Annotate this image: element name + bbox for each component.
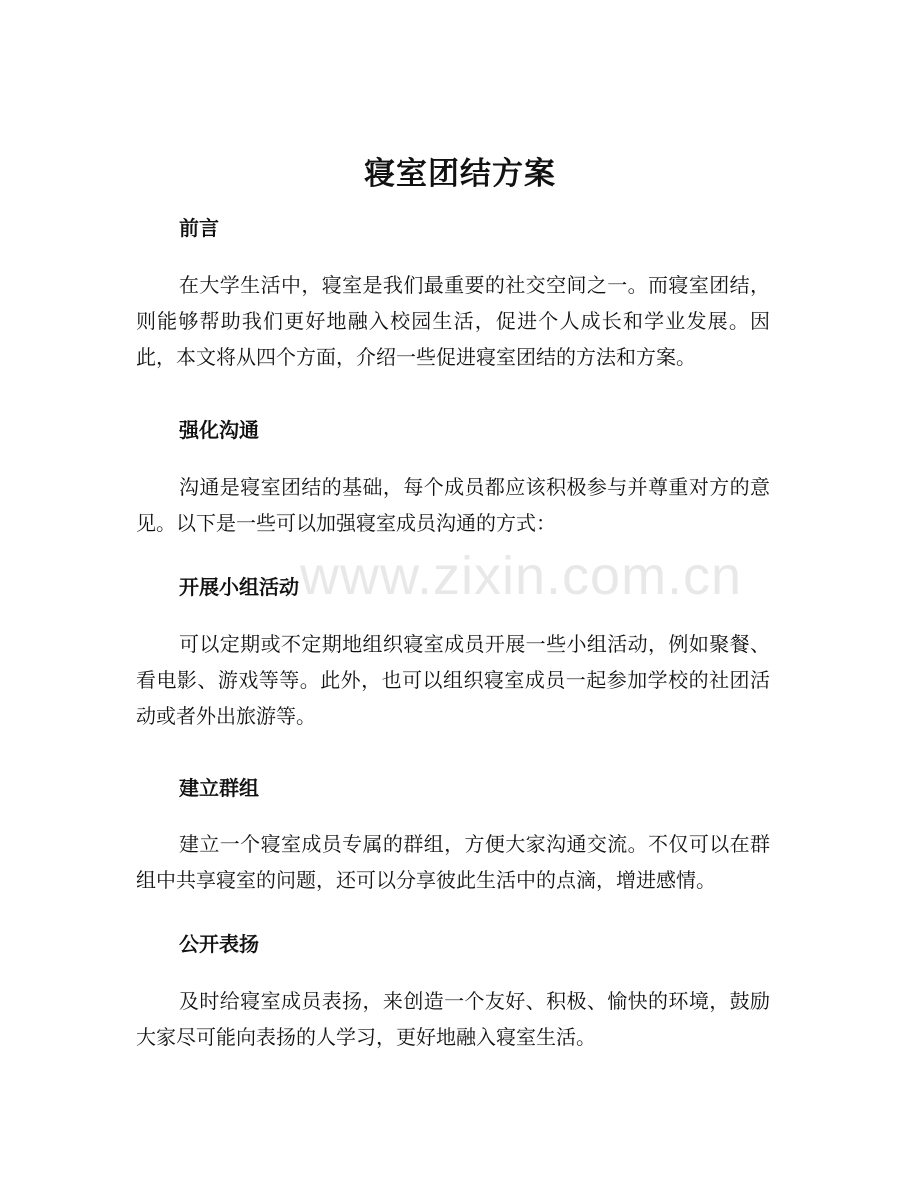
section-paragraph-communication: 沟通是寝室团结的基础，每个成员都应该积极参与并尊重对方的意见。以下是一些可以加强寝室成员沟通的方式：: [136, 475, 770, 535]
section-paragraph-public-praise: 及时给寝室成员表扬，来创造一个友好、积极、愉快的环境，鼓励大家尽可能向表扬的人学习，更好地融入寝室生活。: [136, 989, 770, 1049]
section-heading-communication: 强化沟通: [179, 418, 259, 442]
section-heading-public-praise: 公开表扬: [179, 932, 259, 956]
section-paragraph-build-group: 建立一个寝室成员专属的群组，方便大家沟通交流。不仅可以在群组中共享寝室的问题，还可以分享彼此生活中的点滴，增进感情。: [136, 832, 770, 892]
section-heading-group-activities: 开展小组活动: [179, 575, 299, 599]
watermark: www.zixin.com.cn: [300, 546, 743, 606]
section-heading-build-group: 建立群组: [179, 776, 259, 800]
section-heading-preface: 前言: [179, 216, 219, 240]
document-title: 寝室团结方案: [364, 156, 556, 192]
section-paragraph-preface: 在大学生活中，寝室是我们最重要的社交空间之一。而寝室团结，则能够帮助我们更好地融入校园生活，促进个人成长和学业发展。因此，本文将从四个方面，介绍一些促进寝室团结的方法和方案。: [136, 273, 770, 369]
section-paragraph-group-activities: 可以定期或不定期地组织寝室成员开展一些小组活动，例如聚餐、看电影、游戏等等。此外，也可以组织寝室成员一起参加学校的社团活动或者外出旅游等。: [136, 632, 770, 728]
